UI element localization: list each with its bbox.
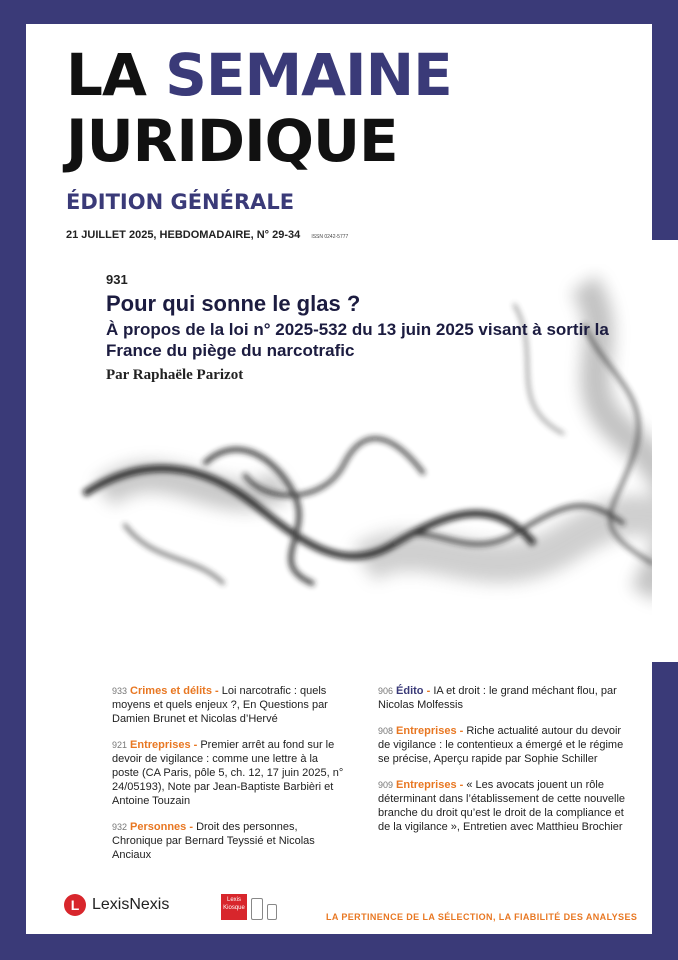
right-edge-panel	[652, 240, 678, 662]
toc-item: 933 Crimes et délits - Loi narcotrafic : quels moyens et quels enjeux ?, En Questions par Damien Brunet et Nicolas d’Hervé	[112, 685, 328, 725]
article-title: Pour qui sonne le glas ?	[106, 291, 361, 316]
toc-number: 921	[112, 740, 128, 750]
kiosque-label: Lexis Kiosque	[221, 894, 247, 920]
toc-section: Entreprises	[130, 739, 191, 751]
masthead-juridique: JURIDIQUE	[66, 107, 398, 175]
toc-section: Édito	[396, 685, 424, 697]
lexisnexis-wordmark: LexisNexis	[92, 896, 170, 913]
cover-page	[26, 24, 652, 934]
toc-number: 932	[112, 822, 128, 832]
toc-item: 906 Édito - IA et droit : le grand méchant flou, par Nicolas Molfessis	[378, 685, 617, 711]
toc-section: Personnes	[130, 821, 187, 833]
toc-right-column	[378, 684, 628, 846]
date-issue: 21 JUILLET 2025, HEBDOMADAIRE, N° 29-34	[66, 229, 301, 241]
masthead-la: LA	[66, 41, 146, 109]
toc-left-column	[112, 684, 344, 874]
toc-text: Riche actualité autour du devoir de vigilance : le contentieux a émergé et le régime se précise, Aperçu rapide par Sophie Schiller	[378, 725, 624, 765]
lexisnexis-logo	[64, 894, 169, 916]
toc-number: 908	[378, 726, 394, 736]
dateline	[66, 229, 348, 241]
toc-number: 933	[112, 686, 128, 696]
toc-text: Droit des personnes, Chronique par Bernard Teyssié et Nicolas Anciaux	[112, 821, 315, 861]
toc-section: Entreprises	[396, 725, 457, 737]
tagline: LA PERTINENCE DE LA SÉLECTION, LA FIABILITÉ DES ANALYSES	[326, 912, 638, 922]
phone-icon	[267, 904, 277, 920]
masthead	[66, 42, 452, 174]
edition-label: ÉDITION GÉNÉRALE	[66, 190, 295, 214]
toc-item: 921 Entreprises - Premier arrêt au fond sur le devoir de vigilance : comme une lettre à la poste (CA Paris, pôle 5, ch. 12, 17 juin 2025, n° 24/05193), Note par Jean-Baptiste Barbièri et Antoine Touzain	[112, 739, 344, 807]
toc-section: Crimes et délits	[130, 685, 212, 697]
toc-number: 906	[378, 686, 394, 696]
lexis-kiosque-badge	[221, 894, 277, 920]
toc-item: 909 Entreprises - « Les avocats jouent un rôle déterminant dans l’établissement de cette nouvelle branche du droit qu’est le droit de la compliance et de la vigilance », Entretien avec Matthieu Brochier	[378, 779, 626, 833]
toc-item: 932 Personnes - Droit des personnes, Chronique par Bernard Teyssié et Nicolas Anciaux	[112, 821, 315, 861]
lexisnexis-mark-icon: L	[64, 894, 86, 916]
lead-article	[106, 272, 626, 384]
toc-text: IA et droit : le grand méchant flou, par Nicolas Molfessis	[378, 685, 617, 711]
toc-text: Loi narcotrafic : quels moyens et quels enjeux ?, En Questions par Damien Brunet et Nicolas d’Hervé	[112, 685, 328, 725]
toc-number: 909	[378, 780, 394, 790]
toc-text: « Les avocats jouent un rôle déterminant dans l’établissement de cette nouvelle branche du droit qu’est le droit de la compliance et de la vigilance », Entretien avec Matthieu Brochier	[378, 779, 626, 833]
masthead-semaine: SEMAINE	[165, 41, 452, 109]
issn: ISSN 0242-5777	[311, 234, 349, 240]
article-subtitle: À propos de la loi n° 2025-532 du 13 juin 2025 visant à sortir la France du piège du narcotrafic	[106, 320, 609, 360]
toc-item: 908 Entreprises - Riche actualité autour du devoir de vigilance : le contentieux a émergé et le régime se précise, Aperçu rapide par Sophie Schiller	[378, 725, 624, 765]
article-number: 931	[106, 272, 128, 287]
tablet-icon	[251, 898, 263, 920]
toc-section: Entreprises	[396, 779, 457, 791]
article-author: Par Raphaële Parizot	[106, 367, 244, 383]
toc-text: Premier arrêt au fond sur le devoir de vigilance : comme une lettre à la poste (CA Paris, pôle 5, ch. 12, 17 juin 2025, n° 24/05193), Note par Jean-Baptiste Barbièri et Antoine Touzain	[112, 739, 344, 807]
